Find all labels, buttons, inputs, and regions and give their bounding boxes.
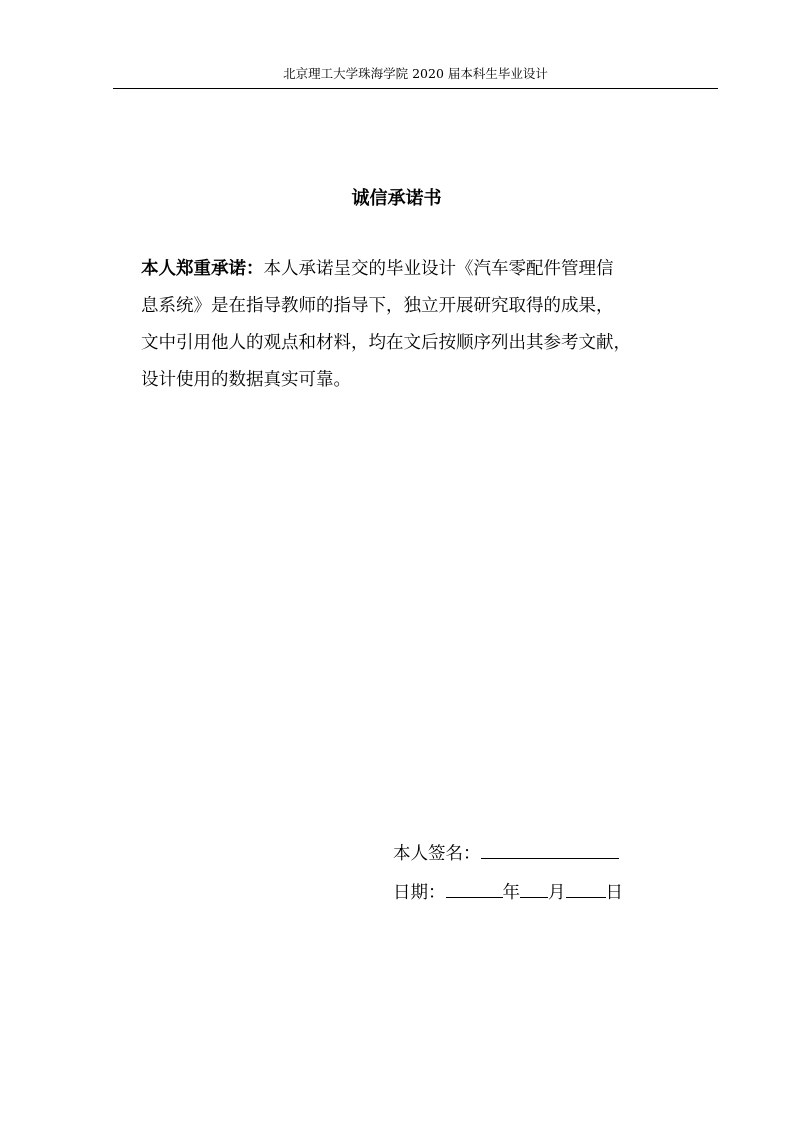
date-label: 日期： xyxy=(393,883,446,903)
page-header xyxy=(113,66,718,89)
year-blank[interactable] xyxy=(446,877,503,898)
day-label: 日 xyxy=(605,883,623,903)
signature-blank[interactable] xyxy=(481,838,619,859)
header-text: 北京理工大学珠海学院 2020 届本科生毕业设计 xyxy=(283,66,548,81)
signature-label: 本人签名： xyxy=(393,844,481,864)
document-title: 诚信承诺书 xyxy=(351,188,442,209)
statement-line-1-text: 本人承诺呈交的毕业设计《汽车零配件管理信 xyxy=(263,259,614,279)
day-blank[interactable] xyxy=(566,877,606,898)
statement-line-4: 设计使用的数据真实可靠。 xyxy=(141,370,351,390)
statement-paragraph xyxy=(141,251,701,399)
month-label: 月 xyxy=(548,883,566,903)
statement-line-3: 文中引用他人的观点和材料，均在文后按顺序列出其参考文献， xyxy=(141,333,631,353)
date-row xyxy=(393,877,623,905)
signature-row xyxy=(393,838,619,866)
year-label: 年 xyxy=(502,883,520,903)
month-blank[interactable] xyxy=(520,877,548,898)
statement-line-2: 息系统》是在指导教师的指导下，独立开展研究取得的成果， xyxy=(141,296,614,316)
statement-line-1 xyxy=(141,251,701,288)
statement-lead: 本人郑重承诺： xyxy=(141,259,264,279)
